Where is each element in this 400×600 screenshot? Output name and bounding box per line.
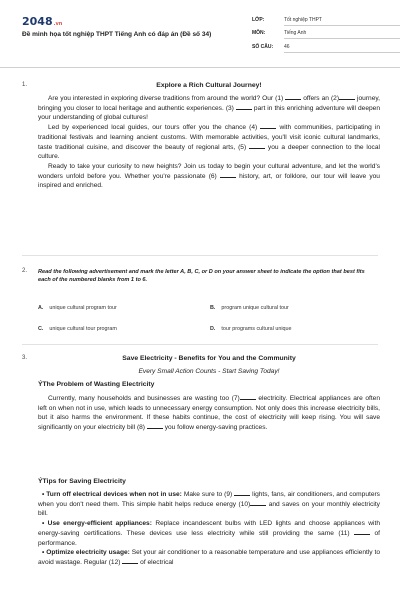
page-header — [0, 0, 400, 68]
passage-1-body — [38, 94, 380, 191]
option-c[interactable]: C. unique cultural tour program — [38, 326, 117, 332]
section-heading-problem: ÝThe Problem of Wasting Electricity — [38, 381, 155, 388]
blank-12 — [122, 558, 138, 564]
divider — [22, 344, 378, 345]
question-number-2: 2. — [22, 268, 28, 274]
option-a[interactable]: A. unique cultural program tour — [38, 305, 117, 311]
blank-7 — [240, 394, 256, 400]
tip-1: • Turn off electrical devices when not in use: Make sure to (9) lights, fans, air conditioners, and computers when you don't need them. This simple habit helps reduce energy (10) and saves on your monthly electricity bill. — [38, 491, 380, 518]
meta-count-label: SỐ CÂU: — [252, 44, 274, 50]
meta-class-value: Tốt nghiệp THPT — [284, 17, 400, 26]
meta-subject-value: Tiếng Anh — [284, 30, 400, 39]
blank-11 — [354, 529, 370, 535]
passage-1-paragraph-2: Led by experienced local guides, our tours offer you the chance (4) with communities, participating in traditional festivals and learning ancient customs. With memorable activities, you'll visit iconic cultural landmarks, taste traditional cuisine, and discover the beauty of regional arts, (5) you a deeper connection to the local culture. — [38, 124, 380, 161]
blank-6 — [220, 172, 236, 178]
logo-text: 2048 — [22, 15, 53, 28]
divider — [22, 255, 378, 256]
logo-suffix: .vn — [53, 21, 63, 27]
blank-1 — [285, 94, 301, 100]
tip-3: • Optimize electricity usage: Set your air conditioner to a reasonable temperature and use appliances efficiently to avoid wastage. Regular (12) of electrical — [38, 549, 380, 566]
blank-5 — [249, 143, 265, 149]
question-number-1: 1. — [22, 82, 28, 88]
blank-4 — [260, 123, 276, 129]
blank-3 — [236, 104, 252, 110]
option-d[interactable]: D. tour programs cultural unique — [210, 326, 292, 332]
document-title: Đề minh họa tốt nghiệp THPT Tiếng Anh có đáp án (Đề số 34) — [22, 31, 212, 38]
site-logo[interactable] — [22, 15, 62, 28]
passage-3-tips — [38, 490, 380, 568]
blank-10 — [250, 500, 266, 506]
passage-1-paragraph-3: Ready to take your curiosity to new heights? Join us today to begin your cultural adventure, and let the world's wonders unfold before you. Whether you're passionate (6) history, art, or folklore, our tour will leave you inspired and enriched. — [38, 162, 380, 190]
passage-3-subtitle: Every Small Action Counts - Start Saving Today! — [138, 368, 280, 375]
tip-2: • Use energy-efficient appliances: Replace incandescent bulbs with LED lights and choose appliances with energy-saving certifications. These devices use less electricity while still providing the same (11) of performance. — [38, 520, 380, 547]
option-b[interactable]: B. program unique cultural tour — [210, 305, 289, 311]
question-number-3: 3. — [22, 355, 28, 361]
blank-9 — [234, 490, 250, 496]
meta-subject-label: MÔN: — [252, 30, 266, 36]
meta-count-value: 46 — [284, 44, 400, 53]
passage-3-paragraph-1: Currently, many households and businesses are wasting too (7) electricity. Electrical appliances are often left on when not in use, which leads to unnecessary energy consumption. Not only does this increase electricity bills, but it also harms the environment. If these habits continue, the cost of electricity will keep rising. You will save significantly on your electricity bill (8) you follow energy-saving practices. — [38, 395, 380, 432]
meta-class-label: LỚP: — [252, 17, 265, 23]
section-heading-tips: ÝTips for Saving Electricity — [38, 478, 126, 485]
passage-3-title: Save Electricity - Benefits for You and the Community — [122, 355, 296, 362]
blank-2 — [339, 94, 355, 100]
question-2-instruction: Read the following advertisement and mark the letter A, B, C, or D on your answer sheet to indicate the option that best fits each of the numbered blanks from 1 to 6. — [38, 269, 365, 283]
passage-1-title: Explore a Rich Cultural Journey! — [156, 82, 262, 89]
blank-8 — [147, 423, 163, 429]
passage-1-paragraph-1: Are you interested in exploring diverse traditions from around the world? Our (1) offers an (2) journey, bringing you closer to local heritage and authentic experiences. (3) part in this enriching adventure will deepen your understanding of global cultures! — [38, 95, 380, 122]
